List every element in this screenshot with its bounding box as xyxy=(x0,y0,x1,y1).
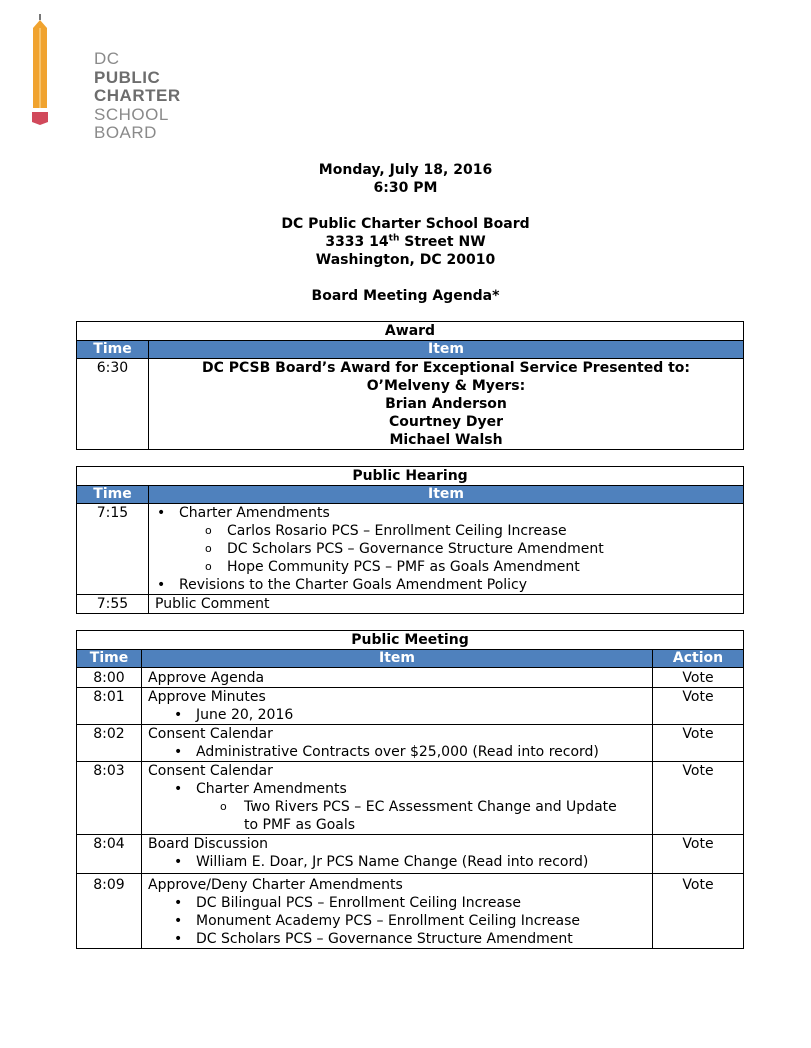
row-item xyxy=(142,688,653,725)
award-line: Courtney Dyer xyxy=(388,414,504,430)
list-item: • Administrative Contracts over $25,000 (Read into record) xyxy=(148,743,652,761)
award-title: Award xyxy=(77,322,744,341)
table-row xyxy=(77,725,744,762)
item-label: Consent Calendar xyxy=(148,763,273,779)
row-time: 8:02 xyxy=(77,725,142,762)
row-time: 8:09 xyxy=(77,874,142,949)
org-name: DC Public Charter School Board xyxy=(281,216,530,232)
org-city: Washington, DC 20010 xyxy=(315,252,496,268)
row-time: 8:04 xyxy=(77,835,142,874)
row-item xyxy=(149,359,744,450)
row-time: 7:55 xyxy=(77,595,149,614)
list-item: • Charter Amendments xyxy=(155,504,743,522)
agenda-title: Board Meeting Agenda* xyxy=(311,288,500,304)
logo-line-school: SCHOOL xyxy=(94,104,169,124)
list-item: • Revisions to the Charter Goals Amendment Policy xyxy=(155,576,743,594)
dc-pcsb-logo xyxy=(30,14,181,142)
col-time: Time xyxy=(77,650,142,668)
item-label: Consent Calendar xyxy=(148,726,273,742)
meeting-title: Public Meeting xyxy=(77,631,744,650)
table-row xyxy=(77,504,744,595)
row-item xyxy=(142,725,653,762)
table-row xyxy=(77,835,744,874)
row-item xyxy=(149,504,744,595)
list-item: o Carlos Rosario PCS – Enrollment Ceiling Increase xyxy=(155,522,743,540)
row-action: Vote xyxy=(653,668,744,688)
col-item: Item xyxy=(149,341,744,359)
logo-line-dc: DC xyxy=(94,49,120,68)
award-line: DC PCSB Board’s Award for Exceptional Service Presented to: xyxy=(201,360,690,376)
item-label: Approve/Deny Charter Amendments xyxy=(148,877,403,893)
row-time: 7:15 xyxy=(77,504,149,595)
logo-line-board: BOARD xyxy=(94,123,157,142)
col-action: Action xyxy=(653,650,744,668)
row-item xyxy=(142,762,653,835)
table-row xyxy=(77,874,744,949)
list-item: o DC Scholars PCS – Governance Structure Amendment xyxy=(155,540,743,558)
award-line: Michael Walsh xyxy=(389,432,503,448)
list-item: o Hope Community PCS – PMF as Goals Amendment xyxy=(155,558,743,576)
row-action: Vote xyxy=(653,835,744,874)
row-time: 6:30 xyxy=(77,359,149,450)
list-item-wrap: to PMF as Goals xyxy=(244,817,356,833)
item-label: Board Discussion xyxy=(148,836,269,852)
pencil-logo-icon xyxy=(30,14,70,129)
table-row xyxy=(77,595,744,614)
row-item: Public Comment xyxy=(149,595,744,614)
col-time: Time xyxy=(77,341,149,359)
row-action: Vote xyxy=(653,874,744,949)
award-line: Brian Anderson xyxy=(385,396,507,412)
row-action: Vote xyxy=(653,725,744,762)
list-item: • Monument Academy PCS – Enrollment Ceiling Increase xyxy=(148,912,652,930)
row-item: Approve Agenda xyxy=(142,668,653,688)
award-line: O’Melveny & Myers: xyxy=(366,378,526,394)
item-label: Approve Minutes xyxy=(148,689,266,705)
list-item: • DC Bilingual PCS – Enrollment Ceiling Increase xyxy=(148,894,652,912)
col-item: Item xyxy=(149,486,744,504)
row-time: 8:01 xyxy=(77,688,142,725)
list-item: • June 20, 2016 xyxy=(148,706,652,724)
org-address: 3333 14th Street NW xyxy=(325,233,486,250)
logo-line-charter: CHARTER xyxy=(94,86,181,105)
hearing-table xyxy=(76,466,744,614)
hearing-title: Public Hearing xyxy=(77,467,744,486)
row-action: Vote xyxy=(653,762,744,835)
list-item: • William E. Doar, Jr PCS Name Change (Read into record) xyxy=(148,853,652,871)
list-item: • Charter Amendments xyxy=(148,780,652,798)
row-item xyxy=(142,835,653,874)
meeting-time: 6:30 PM xyxy=(373,180,438,196)
meeting-date: Monday, July 18, 2016 xyxy=(318,162,493,178)
table-row xyxy=(77,688,744,725)
list-item: • DC Scholars PCS – Governance Structure Amendment xyxy=(148,930,652,948)
logo-text xyxy=(94,50,181,143)
logo-line-public: PUBLIC xyxy=(94,67,161,87)
table-row xyxy=(77,762,744,835)
award-table xyxy=(76,321,744,450)
row-time: 8:00 xyxy=(77,668,142,688)
row-time: 8:03 xyxy=(77,762,142,835)
table-row xyxy=(77,359,744,450)
col-item: Item xyxy=(142,650,653,668)
table-row xyxy=(77,668,744,688)
list-item: o Two Rivers PCS – EC Assessment Change and Update xyxy=(148,798,652,816)
row-action: Vote xyxy=(653,688,744,725)
meeting-table xyxy=(76,630,744,949)
col-time: Time xyxy=(77,486,149,504)
row-item xyxy=(142,874,653,949)
